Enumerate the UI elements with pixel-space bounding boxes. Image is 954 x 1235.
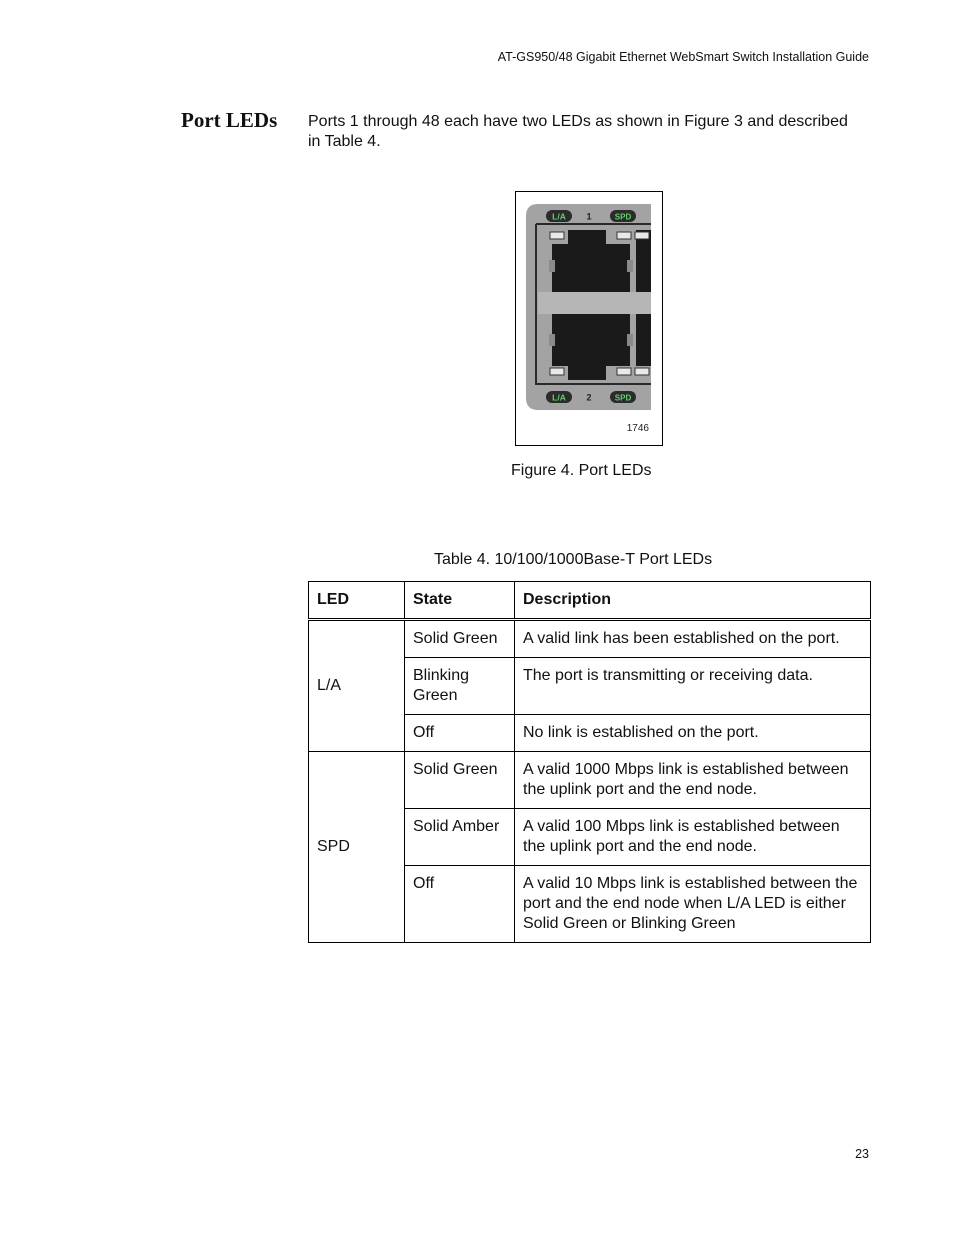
state-cell: Solid Green [405, 620, 515, 658]
table-row [309, 752, 871, 809]
state-cell: Blinking Green [405, 658, 515, 715]
spd-label-top: SPD [614, 212, 632, 222]
figure-id: 1746 [626, 423, 649, 434]
table-row [309, 620, 871, 658]
table-header-row [309, 582, 871, 620]
page-number: 23 [855, 1147, 869, 1161]
port-bottom-notch-left [549, 334, 555, 346]
figure-caption: Figure 4. Port LEDs [511, 462, 652, 479]
header-state: State [405, 582, 515, 620]
state-cell: Off [405, 866, 515, 943]
port-leds-illustration [516, 192, 662, 445]
description-cell: No link is established on the port. [515, 715, 871, 752]
la-led-port-2 [550, 368, 564, 375]
header-description: Description [515, 582, 871, 620]
spd-led-port-1 [617, 232, 631, 239]
spd-label-bottom: SPD [614, 393, 632, 403]
la-label-top: L/A [552, 211, 566, 222]
port-number-top: 1 [586, 211, 592, 222]
header-led: LED [309, 582, 405, 620]
la-led-port-1 [550, 232, 564, 239]
running-header: AT-GS950/48 Gigabit Ethernet WebSmart Switch Installation Guide [497, 50, 869, 64]
description-cell: A valid 10 Mbps link is established between the port and the end node when L/A LED is either Solid Green or Blinking Green [515, 866, 871, 943]
section-title: Port LEDs [181, 108, 278, 132]
description-cell: The port is transmitting or receiving data. [515, 658, 871, 715]
la-label-bottom: L/A [552, 392, 566, 403]
table-caption: Table 4. 10/100/1000Base-T Port LEDs [434, 551, 713, 568]
state-cell: Off [405, 715, 515, 752]
description-cell: A valid 1000 Mbps link is established between the uplink port and the end node. [515, 752, 871, 809]
rj45-port-bottom-next [636, 314, 651, 366]
port-led-table [308, 581, 871, 943]
intro-paragraph: Ports 1 through 48 each have two LEDs as shown in Figure 3 and described in Table 4. [308, 113, 848, 150]
led-cell-spd: SPD [309, 752, 405, 943]
state-cell: Solid Amber [405, 809, 515, 866]
port-bottom-notch-right [627, 334, 633, 346]
state-cell: Solid Green [405, 752, 515, 809]
description-cell: A valid link has been established on the port. [515, 620, 871, 658]
port-number-bottom: 2 [586, 392, 592, 403]
description-cell: A valid 100 Mbps link is established between the uplink port and the end node. [515, 809, 871, 866]
port-top-notch-left [549, 260, 555, 272]
led-port-next-top [635, 232, 649, 239]
led-port-next-bottom [635, 368, 649, 375]
port-leds-figure [515, 191, 663, 446]
port-separator [538, 292, 651, 314]
port-top-notch-right [627, 260, 633, 272]
led-cell-la: L/A [309, 620, 405, 752]
spd-led-port-2 [617, 368, 631, 375]
